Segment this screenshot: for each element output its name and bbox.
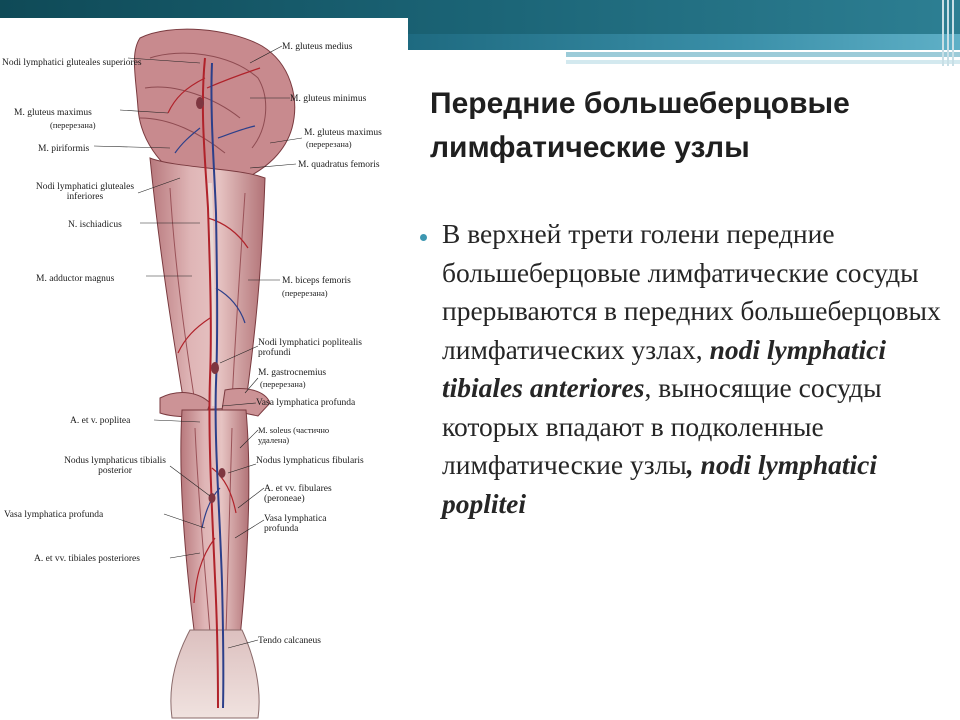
- label-gastrocnemius: M. gastrocnemius: [258, 368, 327, 378]
- anatomy-figure: [0, 18, 408, 720]
- label-nodus-tibialis-post: Nodus lymphaticus tibialis posterior: [64, 456, 166, 476]
- header-side-lines: [940, 0, 954, 66]
- label-piriformis: M. piriformis: [38, 144, 90, 154]
- label-fibulares: A. et vv. fibulares (peroneae): [264, 484, 332, 504]
- header-band-thin: [566, 52, 960, 57]
- label-ischiadicus: N. ischiadicus: [68, 220, 122, 230]
- header-band-faint: [566, 60, 960, 64]
- label-vasa-profunda-left: Vasa lymphatica profunda: [4, 510, 104, 520]
- gluteal-muscles: [134, 29, 294, 178]
- label-cut-1: (перерезана): [50, 120, 96, 130]
- lower-leg: [181, 410, 249, 638]
- label-poplitea: A. et v. poplitea: [70, 416, 131, 426]
- label-nodi-poplitealis-profundi: Nodi lymphatici poplitealis profundi: [258, 338, 362, 358]
- label-tibiales-posteriores: A. et vv. tibiales posteriores: [34, 554, 140, 564]
- label-nodi-gluteales-inf: Nodi lymphatici gluteales inferiores: [35, 182, 135, 202]
- label-vasa-profunda-right-2: Vasa lymphatica profunda: [264, 514, 327, 534]
- label-tendo-calcaneus: Tendo calcaneus: [258, 636, 321, 646]
- label-gluteus-minimus: M. gluteus minimus: [290, 94, 367, 104]
- label-quadratus-femoris: M. quadratus femoris: [298, 160, 380, 170]
- bullet-term-poplitei: , nodi lymphatici poplitei: [442, 449, 878, 519]
- label-vasa-profunda-right-1: Vasa lymphatica profunda: [256, 398, 356, 408]
- label-nodi-gluteales-sup: Nodi lymphatici gluteales superiores: [2, 58, 142, 68]
- bullet-term-tibiales: nodi lymphatici tibiales anteriores: [442, 333, 887, 403]
- label-cut-3: (перерезана): [282, 288, 328, 298]
- label-gluteus-maximus-left: M. gluteus maximus: [14, 108, 92, 118]
- label-cut-2: (перерезана): [306, 139, 352, 149]
- slide-title: Передние большеберцовые лимфатические узлы: [430, 87, 850, 164]
- bullet-text-part2: , выносящие сосуды которых впадают в подколенные лимфатические узлы: [442, 372, 882, 480]
- header-band-light: [408, 34, 960, 50]
- label-gluteus-medius: M. gluteus medius: [282, 42, 353, 52]
- label-gluteus-maximus-right: M. gluteus maximus: [304, 128, 382, 138]
- bullet-text-part1: В верхней трети голени передние большеберцовые лимфатические сосуды прерываются в передних большеберцовых лимфатических узлах,: [442, 218, 941, 365]
- label-nodus-fibularis: Nodus lymphaticus fibularis: [256, 456, 364, 466]
- label-adductor-magnus: M. adductor magnus: [36, 274, 115, 284]
- label-soleus: M. soleus (частично удалена): [258, 425, 330, 445]
- label-cut-4: (перерезана): [260, 379, 306, 389]
- bullet-paragraph: [442, 215, 952, 523]
- bullet-icon: [420, 234, 427, 241]
- label-biceps-femoris: M. biceps femoris: [282, 276, 351, 286]
